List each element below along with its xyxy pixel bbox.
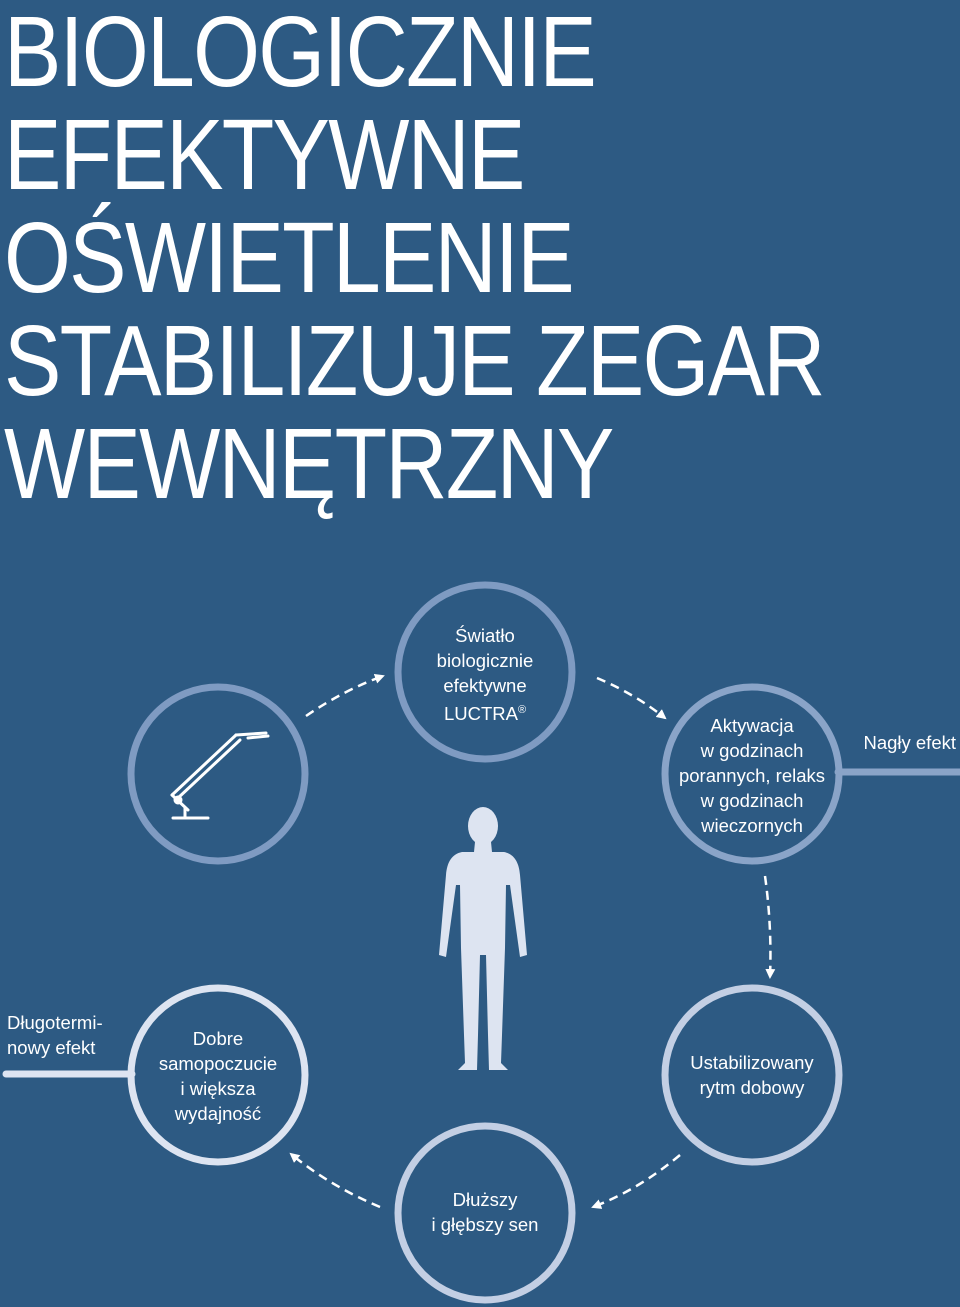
arrow-activation-to-rhythm	[765, 876, 770, 977]
title-line-1: BIOLOGICZNIE	[4, 0, 596, 108]
desk-lamp-icon	[172, 733, 268, 818]
wellbeing-line-4: wydajność	[174, 1103, 262, 1124]
title-line-5: WEWNĘTRZNY	[4, 408, 613, 520]
title-line-4: STABILIZUJE ZEGAR	[4, 305, 824, 417]
wellbeing-line-2: samopoczucie	[158, 1053, 278, 1074]
light-line-1: Światło	[455, 625, 515, 646]
lamp-circle	[131, 687, 305, 861]
long-term-line-1: Długotermi-	[7, 1012, 103, 1033]
sleep-line-2: i głębszy sen	[431, 1214, 539, 1235]
activation-line-3: porannych, relaks	[678, 765, 826, 786]
registered-mark: ®	[517, 704, 527, 716]
arrow-rhythm-to-sleep	[593, 1155, 680, 1207]
activation-line-4: w godzinach	[700, 790, 804, 811]
node-light-text	[385, 623, 585, 726]
arrow-light-to-activation	[597, 678, 665, 718]
arrow-sleep-to-wellbeing	[291, 1154, 380, 1207]
title-line-2: EFEKTYWNE	[4, 99, 524, 211]
activation-line-2: w godzinach	[700, 740, 804, 761]
long-term-line-2: nowy efekt	[7, 1037, 96, 1058]
sudden-effect-label	[863, 730, 956, 755]
title-line-3: OŚWIETLENIE	[4, 202, 573, 314]
light-line-3: efektywne	[443, 675, 527, 696]
wellbeing-line-1: Dobre	[192, 1028, 244, 1049]
node-activation-text	[652, 713, 852, 838]
long-term-effect-label	[7, 1010, 103, 1060]
node-rhythm-text	[652, 1050, 852, 1100]
rhythm-line-1: Ustabilizowany	[690, 1052, 814, 1073]
wellbeing-line-3: i większa	[180, 1078, 256, 1099]
arrow-lamp-to-light	[306, 676, 383, 716]
light-line-2: biologicznie	[436, 650, 534, 671]
sudden-effect-text: Nagły efekt	[863, 732, 956, 753]
luctra-brand: LUCTRA	[443, 703, 518, 725]
node-sleep-text	[385, 1187, 585, 1237]
node-wellbeing-text	[118, 1026, 318, 1126]
activation-line-1: Aktywacja	[710, 715, 794, 736]
rhythm-line-2: rytm dobowy	[699, 1077, 805, 1098]
activation-line-5: wieczornych	[701, 815, 803, 836]
human-figure-icon	[439, 807, 527, 1070]
light-line-4	[385, 698, 585, 726]
sleep-line-1: Dłuższy	[452, 1189, 518, 1210]
